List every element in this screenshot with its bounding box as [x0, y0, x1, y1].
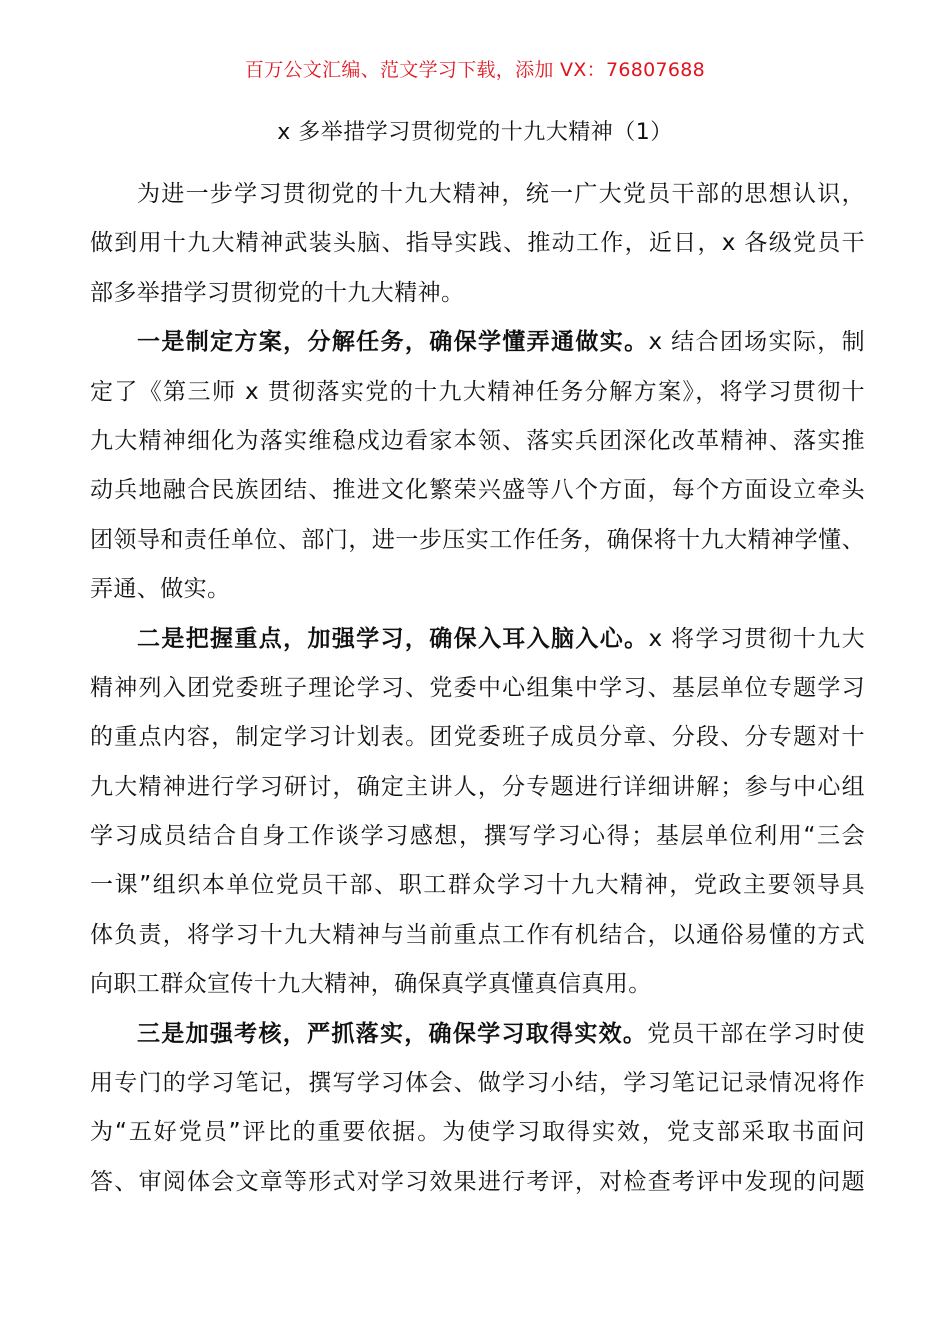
line-text: 为进一步学习贯彻党的十九大精神，统一广大党员干部的思想认识，: [137, 181, 865, 207]
text-line: [90, 368, 865, 417]
line-text: 一课”组织本单位党员干部、职工群众学习十九大精神，党政主要领导具: [90, 872, 865, 899]
point-heading: 三是加强考核，严抓落实，确保学习取得实效。: [137, 1020, 648, 1047]
text-line: [90, 812, 865, 861]
line-text: 的重点内容，制定学习计划表。团党委班子成员分章、分段、分专题对十: [90, 724, 865, 751]
paragraph-point-three: [90, 1010, 865, 1208]
line-text: 学习成员结合自身工作谈学习感想，撰写学习心得；基层单位利用“三会: [90, 823, 865, 850]
text-line: [90, 1108, 865, 1157]
text-line: [90, 269, 865, 318]
text-line: [90, 615, 865, 664]
text-line: [90, 1059, 865, 1108]
paragraph-point-two: [90, 615, 865, 1010]
text-line: [90, 861, 865, 910]
line-text: 为“五好党员”评比的重要依据。为使学习取得实效，党支部采取书面问: [90, 1119, 865, 1146]
text-line: [90, 1010, 865, 1059]
paragraph-point-one: [90, 318, 865, 614]
text-line: [90, 763, 865, 812]
document-body: [90, 170, 865, 1207]
text-line: [90, 664, 865, 713]
header-banner: 百万公文汇编、范文学习下载，添加 VX：76807688: [244, 59, 706, 81]
line-text: x 结合团场实际，制: [648, 329, 865, 356]
line-text: x 将学习贯彻十九大: [648, 625, 865, 652]
text-line: [90, 713, 865, 762]
line-text: 团领导和责任单位、部门，进一步压实工作任务，确保将十九大精神学懂、: [90, 526, 865, 553]
text-line: [90, 466, 865, 515]
text-line: [90, 417, 865, 466]
line-text: 部多举措学习贯彻党的十九大精神。: [90, 279, 465, 306]
point-heading: 一是制定方案，分解任务，确保学懂弄通做实。: [137, 329, 649, 356]
paragraph-intro: [90, 170, 865, 318]
text-line: [90, 960, 865, 1009]
text-line: [90, 911, 865, 960]
line-text: 弄通、做实。: [90, 576, 231, 603]
text-line: [90, 516, 865, 565]
line-text: 动兵地融合民族团结、推进文化繁荣兴盛等八个方面，每个方面设立牵头: [90, 477, 865, 504]
line-text: 定了《第三师 x 贯彻落实党的十九大精神任务分解方案》，将学习贯彻十: [90, 378, 865, 405]
line-text: 做到用十九大精神武装头脑、指导实践、推动工作，近日，x 各级党员干: [90, 230, 865, 257]
line-text: 向职工群众宣传十九大精神，确保真学真懂真信真用。: [90, 971, 652, 998]
text-line: [90, 219, 865, 268]
line-text: 九大精神细化为落实维稳戍边看家本领、落实兵团深化改革精神、落实推: [90, 427, 865, 454]
point-heading: 二是把握重点，加强学习，确保入耳入脑入心。: [137, 625, 649, 652]
line-text: 九大精神进行学习研讨，确定主讲人，分专题进行详细讲解；参与中心组: [90, 773, 865, 800]
line-text: 答、审阅体会文章等形式对学习效果进行考评，对检查考评中发现的问题: [90, 1168, 865, 1195]
line-text: 党员干部在学习时使: [647, 1020, 865, 1047]
line-text: 体负责，将学习十九大精神与当前重点工作有机结合，以通俗易懂的方式: [90, 921, 865, 948]
text-line: [90, 565, 865, 614]
line-text: 精神列入团党委班子理论学习、党委中心组集中学习、基层单位专题学习: [90, 674, 865, 701]
document-title: x 多举措学习贯彻党的十九大精神（1）: [277, 120, 673, 145]
text-line: [90, 318, 865, 367]
text-line: [90, 170, 865, 219]
line-text: 用专门的学习笔记，撰写学习体会、做学习小结，学习笔记记录情况将作: [90, 1070, 865, 1097]
text-line: [90, 1158, 865, 1207]
